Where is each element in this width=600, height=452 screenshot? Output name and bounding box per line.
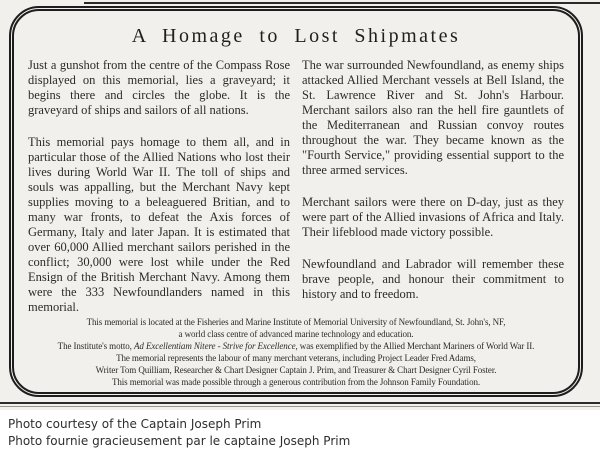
frame-top-line bbox=[84, 2, 600, 4]
left-column bbox=[28, 58, 290, 314]
plaque-footer bbox=[26, 314, 566, 388]
paragraph-remember: Newfoundland and Labrador will remember these brave people, and honour their commitment to history and to freedom. bbox=[302, 257, 564, 301]
paragraph-war-surrounded: The war surrounded Newfoundland, as enemy ships attacked Allied Merchant vessels at Bell Island, the St. Lawrence River and St. John's Harbour. Merchant sailors also ran the hell fire gauntlets of the Mediterranean and Russian convoy routes throughout the war. They became known as the "Fourth Service," providing essential support to the three armed services. bbox=[302, 58, 564, 177]
paragraph-compass-rose: Just a gunshot from the centre of the Compass Rose displayed on this memorial, lies a graveyard; it begins there and circles the globe. It is the graveyard of ships and sailors of all nations. bbox=[28, 58, 290, 117]
frame-bottom-line-thin bbox=[0, 406, 600, 407]
photo-captions bbox=[0, 410, 600, 450]
footer-motto-prefix: The Institute's motto, bbox=[57, 341, 134, 351]
plaque-title: A Homage to Lost Shipmates bbox=[131, 25, 461, 47]
paragraph-d-day: Merchant sailors were there on D-day, just as they were part of the Allied invasions of Africa and Italy. Their lifeblood made victory possible. bbox=[302, 195, 564, 239]
plaque-columns bbox=[26, 58, 566, 314]
frame-bottom-line bbox=[0, 402, 600, 404]
footer-motto-line bbox=[26, 340, 566, 352]
footer-contribution-line: This memorial was made possible through a generous contribution from the Johnson Family Foundation. bbox=[111, 377, 481, 387]
footer-centre-line: a world class centre of advanced marine technology and education. bbox=[178, 329, 414, 339]
footer-designers-line: Writer Tom Quilliam, Researcher & Chart Designer Captain J. Prim, and Treasurer & Chart Designer Cyril Foster. bbox=[95, 365, 497, 375]
plaque-border bbox=[9, 6, 583, 397]
caption-english: Photo courtesy of the Captain Joseph Prim bbox=[8, 417, 262, 431]
right-column bbox=[302, 58, 564, 314]
footer-motto-italic: Ad Excellentiam Nitere - Strive for Excellence bbox=[134, 341, 296, 351]
footer-motto-suffix: , was exemplified by the Allied Merchant Mariners of World War II. bbox=[295, 341, 535, 351]
paragraph-homage: This memorial pays homage to them all, and in particular those of the Allied Nations who lost their lives during World War II. The toll of ships and souls was appalling, but the Merchant Navy kept supplies moving to a beleaguered Britian, and to many war fronts, to defeat the Axis forces of Germany, Italy and later Japan. It is estimated that over 60,000 Allied merchant sailors perished in the conflict; 30,000 were lost while under the Red Ensign of the British Merchant Navy. Among them were the 333 Newfoundlanders named in this memorial. bbox=[28, 135, 290, 314]
footer-location-line: This memorial is located at the Fisheries and Marine Institute of Memorial University of Newfoundland, St. John's, NF, bbox=[86, 317, 506, 327]
caption-french: Photo fournie gracieusement par le captaine Joseph Prim bbox=[8, 434, 351, 448]
footer-veterans-line: The memorial represents the labour of many merchant veterans, including Project Leader Fred Adams, bbox=[116, 353, 476, 363]
